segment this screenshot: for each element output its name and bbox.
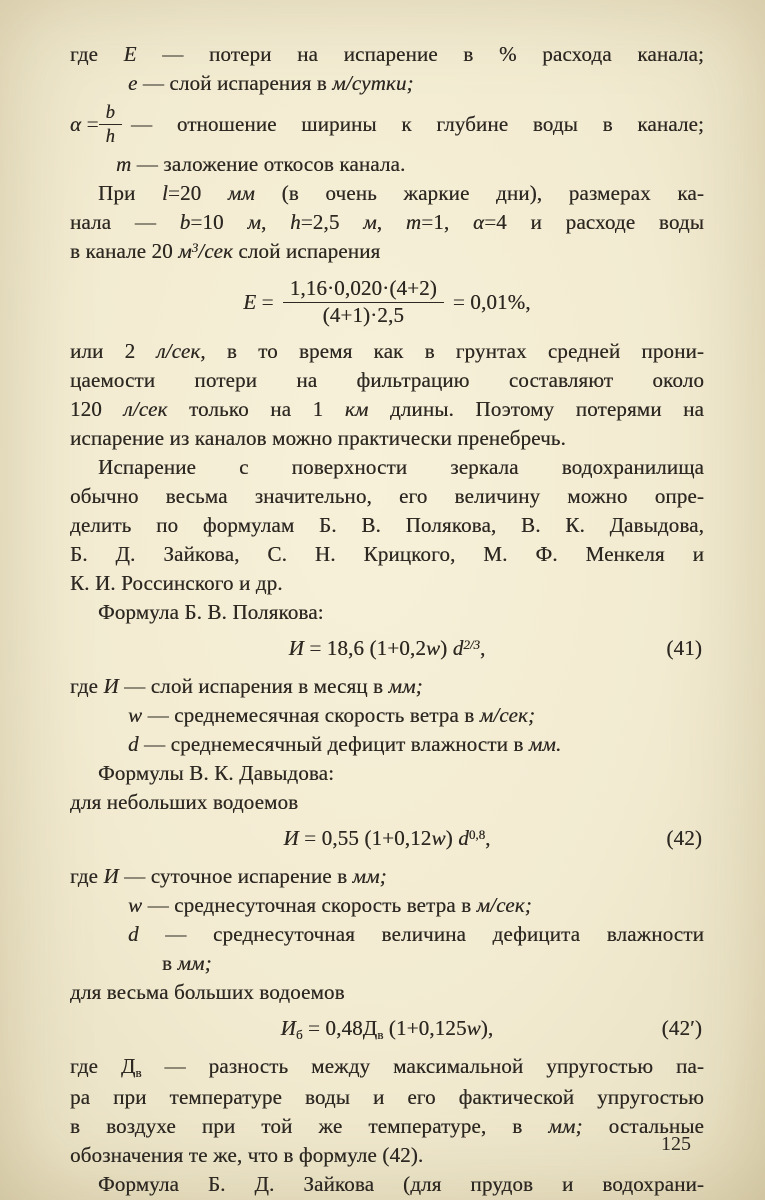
label-large-ponds: для весьма больших водоемов: [70, 980, 345, 1005]
fraction-numerator: b: [99, 102, 122, 125]
definition-line-alpha: [70, 98, 704, 150]
formula-42-body: И = 0,55 (1+0,12w) $d^{0,8}$,: [283, 826, 491, 851]
formula-lhs: E =: [243, 289, 274, 314]
paragraph-dv-line-2: ра при температуре воды и его фактической упругостью: [70, 1085, 704, 1110]
paragraph-reservoir-line-3: делить по формулам Б. В. Полякова, В. К. Давыдова,: [70, 513, 704, 538]
definition-line-e: е — слой испарения в м/сутки;: [128, 71, 414, 95]
equation-number-42: (42): [666, 826, 702, 851]
paragraph-zaikov-line-1: Формула Б. Д. Зайкова (для прудов и водохрани-: [98, 1172, 704, 1197]
paragraph-dv-line-4: обозначения те же, что в формуле (42).: [70, 1143, 424, 1168]
fraction-denominator: h: [105, 125, 115, 146]
alpha-description: — отношение ширины к глубине воды в канале;: [130, 111, 704, 136]
paragraph-seepage-line-4: испарение из каналов можно практически пренебречь.: [70, 426, 566, 451]
definition3-line-w: w — среднесуточная скорость ветра в м/сек;: [128, 893, 532, 918]
page-content: [70, 40, 704, 1199]
paragraph-seepage-line-2: цаемости потери на фильтрацию составляют около: [70, 368, 704, 393]
label-small-ponds: для небольших водоемов: [70, 790, 299, 815]
formula-fraction-numerator: 1,16·0,020·(4+2): [283, 277, 444, 303]
formula-result: = 0,01%,: [452, 289, 531, 314]
definition-line-m: m — заложение откосов канала.: [116, 152, 406, 177]
page-number: 125: [661, 1133, 691, 1155]
definition2-line-I: где И — слой испарения в месяц в мм;: [70, 674, 423, 699]
paragraph-reservoir-line-1: Испарение с поверхности зеркала водохранилища: [98, 455, 704, 480]
definition3-line-d-continued: в мм;: [162, 951, 212, 976]
equation-number-41: (41): [666, 636, 702, 661]
paragraph-reservoir-line-2: обычно весьма значительно, его величину можно опре-: [70, 484, 704, 509]
paragraph-seepage-line-3: 120 л/сек только на 1 км длины. Поэтому потерями на: [70, 397, 705, 422]
definition2-line-w: w — среднемесячная скорость ветра в м/сек;: [128, 703, 536, 728]
formula-42-prime: [70, 1014, 704, 1045]
definition3-line-I: где И — суточное испарение в мм;: [70, 864, 387, 889]
equation-number-42-prime: (42′): [661, 1016, 702, 1041]
paragraph-reservoir-line-5: К. И. Россинского и др.: [70, 571, 283, 596]
formula-evaporation-percent: [70, 277, 704, 327]
formula-41: [70, 634, 704, 665]
label-polyakov-formula: Формула Б. В. Полякова:: [98, 600, 324, 625]
paragraph-reservoir-line-4: Б. Д. Зайкова, С. Н. Крицкого, М. Ф. Менкеля и: [70, 542, 704, 567]
paragraph-dv-line-1: где Дв — разность между максимальной упругостью па-: [70, 1054, 704, 1081]
paragraph-canal-line-2: нала — b=10 м, h=2,5 м, m=1, α=4 и расходе воды: [70, 210, 704, 235]
paragraph-canal-line-3: в канале 20 $м^3$/сек слой испарения: [70, 239, 381, 264]
formula-41-body: И = 18,6 (1+0,2w) $d^{2/3}$,: [288, 636, 486, 661]
paragraph-seepage-line-1: или 2 л/сек, в то время как в грунтах средней прони-: [70, 339, 704, 364]
definition2-line-d: d — среднемесячный дефицит влажности в мм.: [128, 732, 562, 757]
formula-fraction: [283, 277, 444, 327]
paragraph-canal-line-1: При l=20 мм (в очень жаркие дни), размерах ка-: [98, 181, 704, 206]
formula-42-prime-body: Иб = 0,48Дв (1+0,125w),: [280, 1016, 494, 1043]
formula-fraction-denominator: (4+1)·2,5: [322, 302, 405, 327]
formula-42: [70, 824, 704, 855]
alpha-equals: α =: [70, 111, 99, 136]
fraction-b-over-h: [99, 102, 122, 146]
label-davydov-formulas: Формулы В. К. Давыдова:: [98, 761, 335, 786]
definition-line-E: где Е — потери на испарение в % расхода канала;: [70, 42, 704, 66]
definition3-line-d: d — среднесуточная величина дефицита влажности: [128, 922, 704, 947]
paragraph-dv-line-3: в воздухе при той же температуре, в мм; остальные: [70, 1114, 704, 1139]
